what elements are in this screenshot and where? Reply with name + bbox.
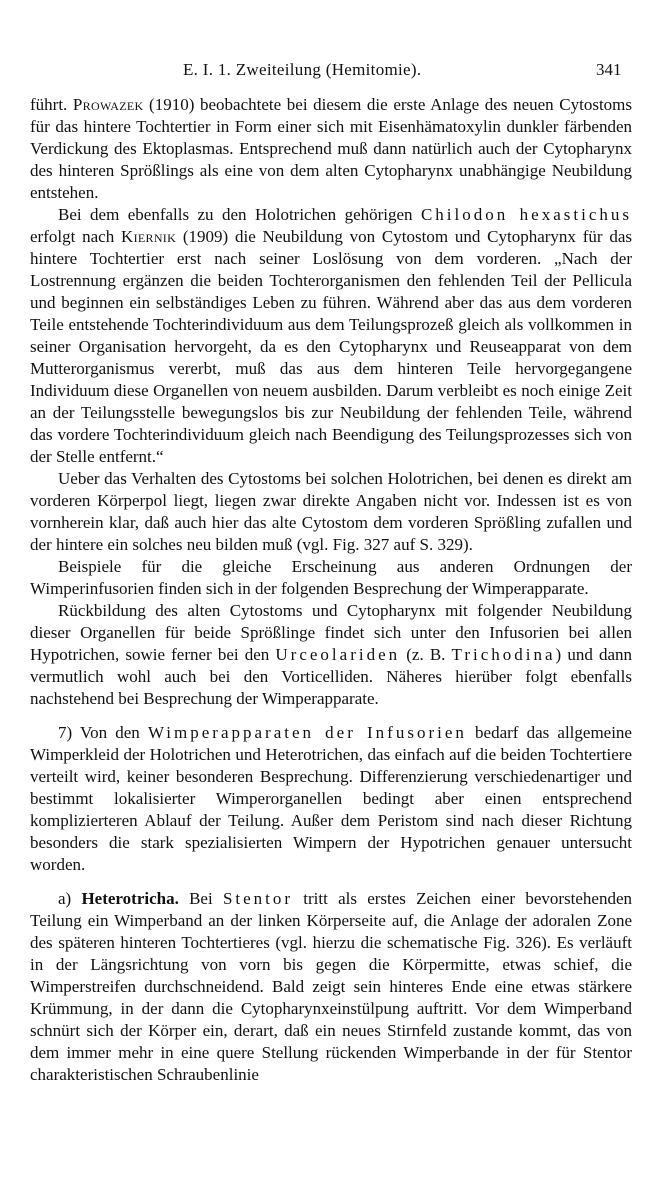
section-7-paragraph: 7) Von den Wimperapparaten der Infusorien bedarf das allgemeine Wimperkleid der Holotrichen und Heterotrichen, das einfach auf die beiden Tochtertiere verteilt wird, keiner besonderen Besprechung. Differenzierung verschiedenartiger und bestimmt lokalisierter Wimperorganellen bedingt aber einen entsprechend komplizierteren Ablauf der Teilung. Außer dem Peristom sind nach dieser Richtung besonders die stark spezialisierten Wimpern der Hypotrichen genauer untersucht worden.	[30, 723, 632, 874]
genus-name: Stentor	[222, 889, 294, 908]
page-header	[0, 60, 660, 88]
species-name: Chilodon hexastichus	[420, 205, 632, 224]
author-name: Prowazek	[72, 95, 144, 114]
subsection-a-paragraph: a) Heterotricha. Bei Stentor tritt als erstes Zeichen einer bevorstehenden Teilung ein Wimperband an der linken Körperseite auf, die Anlage der adoralen Zone des späteren hinteren Tochtertieres (vgl. hierzu die schematische Fig. 326). Es verläuft in der Längsrichtung von vorn bis gegen die Körpermitte, etwas schief, die Wimperstreifen durchschneidend. Bald zeigt sein hinteres Ende eine etwas stärkere Krümmung, in der dann die Cytopharynxeinstülpung auftritt. Vor dem Wimperband schnürt sich der Körper ein, derart, daß ein neues Stirnfeld zustande kommt, das von dem immer mehr in eine quere Stellung rückenden Wimperbande in der für Stentor charakteristischen Schraubenlinie	[30, 889, 632, 1084]
paragraph-4: Beispiele für die gleiche Erscheinung aus anderen Ordnungen der Wimperinfusorien finden sich in der folgenden Besprechung der Wimperapparate.	[30, 557, 632, 598]
running-head: E. I. 1. Zweiteilung (Hemitomie).	[183, 60, 422, 79]
taxon-name: Trichodina	[451, 645, 556, 664]
body-text	[30, 94, 632, 1086]
paragraph-1: führt. Prowazek (1910) beobachtete bei diesem die erste Anlage des neuen Cytostoms für das hintere Tochtertier in Form einer sich mit Eisenhämatoxylin dunkler färbenden Verdickung des Ektoplasmas. Entsprechend muß dann natürlich auch der Cytopharynx des hinteren Sprößlings als eine von dem alten Cytopharynx unabhängige Neubildung entstehen.	[30, 95, 633, 202]
section-heading: Wimperapparaten der Infusorien	[147, 723, 467, 742]
author-name: Kiernik	[121, 227, 177, 246]
paragraph-2: Bei dem ebenfalls zu den Holotrichen gehörigen Chilodon hexastichus erfolgt nach Kiernik (1909) die Neubildung von Cytostom und Cytopharynx für das hintere Tochtertier erst nach seiner Loslösung von dem vorderen. „Nach der Lostrennung ergänzen die beiden Tochterorganismen den fehlenden Teil der Pellicula und beginnen ein selbständiges Leben zu führen. Während aber das aus dem vorderen Teile entstehende Tochterindividuum aus dem Teilungsprozeß gleich als vollkommen in seiner Organisation hervorgeht, da es den Cytopharynx und Reuseapparat von dem Mutterorganismus vererbt, muß das aus dem hinteren Teile hervorgegangene Individuum diese Organellen von neuem ausbilden. Darum verbleibt es noch einige Zeit an der Teilungsstelle bewegungslos bis zur Neubildung der fehlenden Teile, während das vordere Tochterindividuum gleich nach Beendigung des Teilungsprozesses sich von der Stelle entfernt.“	[30, 205, 632, 466]
paragraph-5: Rückbildung des alten Cytostoms und Cytopharynx mit folgender Neubildung dieser Organellen für beide Sprößlinge findet sich unter den Infusorien bei allen Hypotrichen, sowie ferner bei den Urceolariden (z. B. Trichodina) und dann vermutlich wohl auch bei den Vorticelliden. Näheres hierüber folgt ebenfalls nachstehend bei Besprechung der Wimperapparate.	[30, 601, 632, 708]
taxon-name: Urceolariden	[275, 645, 401, 664]
page-number: 341	[596, 60, 622, 79]
subsection-heading: Heterotricha.	[81, 889, 179, 908]
paragraph-3: Ueber das Verhalten des Cytostoms bei solchen Holotrichen, bei denen es direkt am vorderen Körperpol liegt, liegen zwar direkte Angaben nicht vor. Indessen ist es von vornherein klar, daß auch hier das alte Cytostom dem vorderen Sprößling zufallen und der hintere ein solches neu bilden muß (vgl. Fig. 327 auf S. 329).	[30, 469, 632, 554]
